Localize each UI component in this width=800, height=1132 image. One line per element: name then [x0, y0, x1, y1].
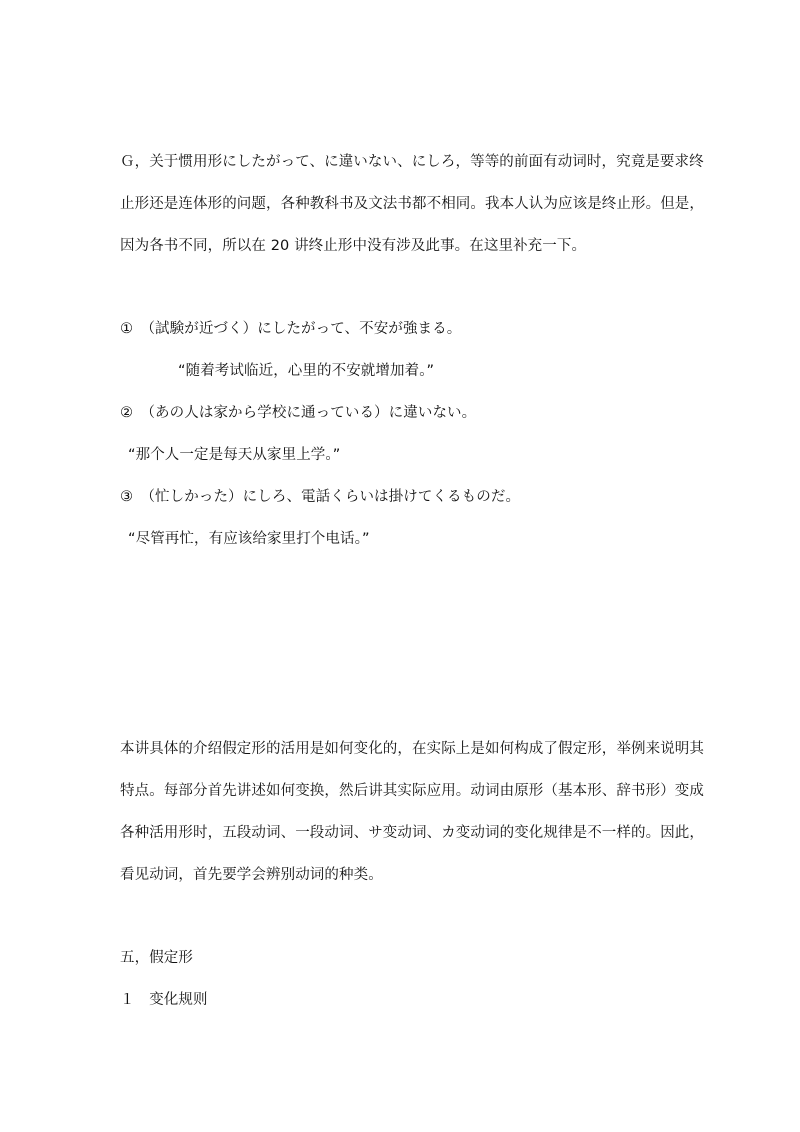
- section-subheading: １ 变化规则: [120, 992, 208, 1008]
- intro-line-2: 特点。每部分首先讲述如何变换，然后讲其实际应用。动词由原形（基本形、辞书形）变成: [120, 783, 704, 799]
- paragraph-g-line-3: 因为各书不同，所以在 20 讲终止形中没有涉及此事。在这里补充一下。: [120, 238, 587, 254]
- example-1-japanese: ① （試験が近づく）にしたがって、不安が強まる。: [120, 321, 462, 337]
- intro-line-3: 各种活用形时，五段动词、一段动词、サ变动词、カ变动词的变化规律是不一样的。因此，: [120, 825, 704, 841]
- example-1-translation: “随着考试临近，心里的不安就增加着。”: [178, 363, 435, 379]
- paragraph-g-line-1: Ｇ，关于惯用形にしたがって、に違いない、にしろ，等等的前面有动词时，究竟是要求终: [120, 154, 704, 170]
- example-3-japanese: ③ （忙しかった）にしろ、電話くらいは掛けてくるものだ。: [120, 489, 521, 505]
- example-2-japanese: ② （あの人は家から学校に通っている）に違いない。: [120, 405, 477, 421]
- example-3-translation: “尽管再忙，有应该给家里打个电话。”: [128, 531, 370, 547]
- example-2-translation: “那个人一定是每天从家里上学。”: [128, 447, 341, 463]
- paragraph-g-line-2: 止形还是连体形的问题，各种教科书及文法书都不相同。我本人认为应该是终止形。但是，: [120, 196, 704, 212]
- intro-line-4: 看见动词，首先要学会辨别动词的种类。: [120, 867, 383, 883]
- section-heading: 五，假定形: [120, 950, 193, 966]
- intro-line-1: 本讲具体的介绍假定形的活用是如何变化的，在实际上是如何构成了假定形，举例来说明其: [120, 741, 704, 757]
